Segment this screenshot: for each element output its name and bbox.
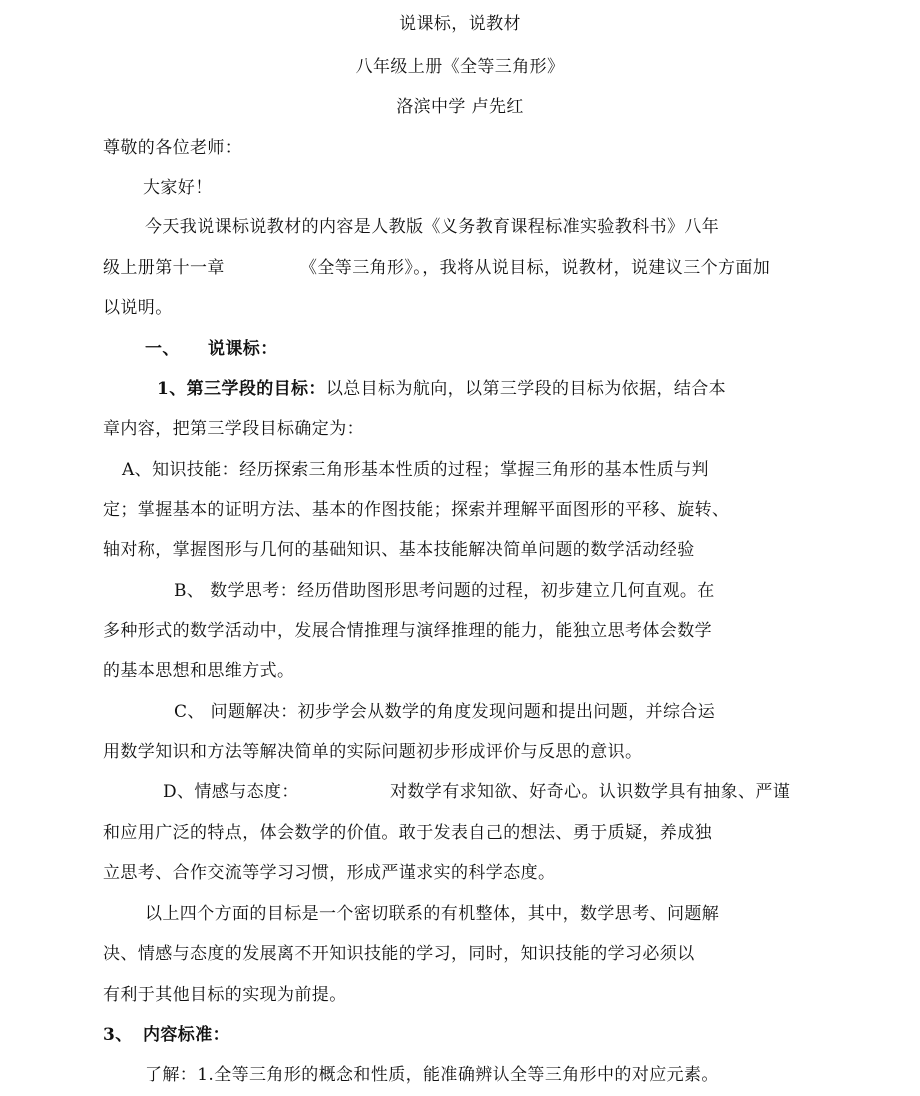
section-1-number: 一、	[145, 339, 180, 359]
goal-a-line-3: 轴对称，掌握图形与几何的基础知识、基本技能解决简单问题的数学活动经验	[103, 540, 695, 560]
summary-line-2: 决、情感与态度的发展离不开知识技能的学习，同时，知识技能的学习必须以	[103, 944, 695, 964]
intro-line-3: 以说明。	[103, 298, 173, 318]
document-subtitle: 八年级上册《全等三角形》	[355, 57, 565, 77]
goal-d-label: D、情感与态度：	[163, 782, 299, 802]
goal-b-line-3: 的基本思想和思维方式。	[103, 661, 295, 681]
understand-line-1: 了解：1.全等三角形的概念和性质，能准确辨认全等三角形中的对应元素。	[145, 1065, 719, 1085]
greeting-hello: 大家好！	[143, 178, 213, 198]
salutation: 尊敬的各位老师：	[103, 138, 243, 158]
item-1-line-2: 章内容，把第三学段目标确定为：	[103, 419, 364, 439]
intro-line-1: 今天我说课标说教材的内容是人教版《义务教育课程标准实验教科书》八年	[145, 217, 720, 237]
intro-line-2a: 级上册第十一章	[103, 258, 225, 278]
goal-c-line-1: C、 问题解决：初步学会从数学的角度发现问题和提出问题，并综合运	[174, 702, 716, 722]
goal-c-line-2: 用数学知识和方法等解决简单的实际问题初步形成评价与反思的意识。	[103, 742, 643, 762]
goal-b-line-1: B、 数学思考：经历借助图形思考问题的过程，初步建立几何直观。在	[174, 581, 715, 601]
item-3-number: 3、	[103, 1025, 133, 1045]
item-3-title: 内容标准：	[143, 1025, 230, 1045]
item-1-text: 以总目标为航向，以第三学段的目标为依据，结合本	[325, 379, 727, 399]
goal-a-line-1: A、知识技能：经历探索三角形基本性质的过程；掌握三角形的基本性质与判	[122, 460, 709, 480]
section-1-title: 说课标：	[208, 339, 278, 359]
item-1-heading	[157, 378, 726, 400]
summary-line-3: 有利于其他目标的实现为前提。	[103, 985, 347, 1005]
goal-d-line-2: 和应用广泛的特点，体会数学的价值。敢于发表自己的想法、勇于质疑，养成独	[103, 823, 712, 843]
goal-d-text: 对数学有求知欲、好奇心。认识数学具有抽象、严谨	[390, 782, 791, 802]
goal-d-line-3: 立思考、合作交流等学习习惯，形成严谨求实的科学态度。	[103, 863, 556, 883]
document-author: 洛滨中学 卢先红	[396, 97, 524, 117]
goal-a-line-2: 定；掌握基本的证明方法、基本的作图技能；探索并理解平面图形的平移、旋转、	[103, 500, 730, 520]
intro-line-2b: 《全等三角形》。，我将从说目标，说教材，说建议三个方面加	[300, 258, 771, 278]
goal-b-line-2: 多种形式的数学活动中，发展合情推理与演绎推理的能力，能独立思考体会数学	[103, 621, 712, 641]
document-title: 说课标，说教材	[399, 14, 521, 34]
summary-line-1: 以上四个方面的目标是一个密切联系的有机整体，其中，数学思考、问题解	[145, 904, 720, 924]
item-1-label: 1、第三学段的目标：	[157, 379, 326, 399]
